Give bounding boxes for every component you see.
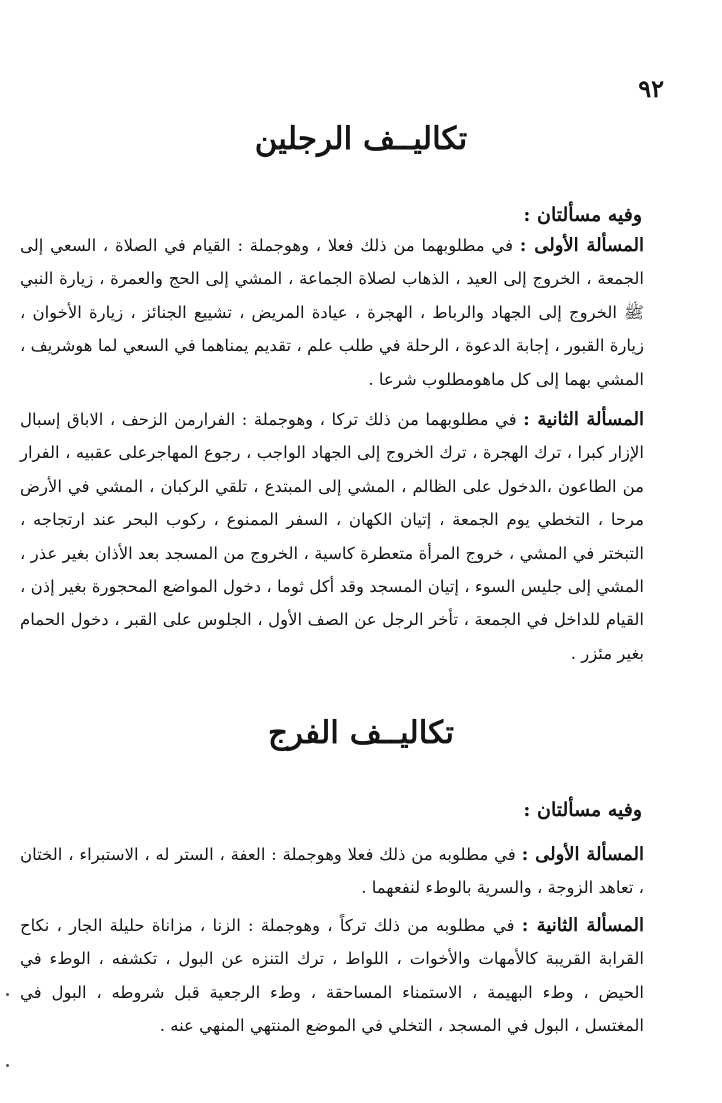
issue-heading: المسألة الأولى : (519, 235, 644, 256)
section-title-private-parts: تكاليــف الفرج (268, 715, 454, 751)
paragraph-private-second-issue (20, 909, 644, 1043)
page-number: ٩٢ (638, 74, 664, 103)
section-intro-private-parts: وفيه مسألتان : (523, 799, 642, 821)
margin-speck (6, 1064, 9, 1067)
section-intro-legs: وفيه مسألتان : (523, 204, 642, 226)
paragraph-legs-first-issue (20, 229, 644, 396)
issue-heading: المسألة الثانية : (523, 409, 644, 430)
issue-text: في مطلوبهما من ذلك فعلا ، وهوجملة : القيام في الصلاة ، السعي إلى الجمعة ، الخروج إلى العيد ، الذهاب لصلاة الجماعة ، المشي إلى الحج والعمرة ، زيارة النبي ﷺ الخروج إلى الجهاد والرباط ، الهجرة ، عيادة المريض ، تشييع الجنائز ، زيارة الأخوان ، زيارة القبور ، إجابة الدعوة ، الرحلة في طلب علم ، تقديم يمناهما في السعي لما هوشريف ، المشي بهما إلى كل ماهومطلوب شرعا . (20, 236, 644, 389)
issue-text: في مطلوبهما من ذلك تركا ، وهوجملة : الفرارمن الزحف ، الاباق إسبال الإزار كبرا ، ترك الهجرة ، ترك الخروج إلى الجهاد الواجب ، رجوع المهاجرعلى عقبيه ، الفرار من الطاعون ،الدخول على الظالم ، المشي إلى المبتدع ، تلقي الركبان ، المشي في الأرض مرحا ، التخطي يوم الجمعة ، إتيان الكهان ، السفر الممنوع ، ركوب البحر عند ارتجاجه ، التبختر في المشي ، خروج المرأة متعطرة كاسية ، الخروج من المسجد بعد الأذان بغير عذر ، المشي إلى جليس السوء ، إتيان المسجد وقد أكل ثوما ، دخول المواضع المحجورة بغير إذن ، القيام للداخل في الجمعة ، تأخر الرجل عن الصف الأول ، الجلوس على القبر ، دخول الحمام بغير مئزر . (20, 410, 644, 663)
issue-text: في مطلوبه من ذلك تركاً ، وهوجملة : الزنا ، مزاناة حليلة الجار ، نكاح القرابة القريبة كالأمهات والأخوات ، اللواط ، ترك التنزه عن البول ، تكشفه ، الوطء في الحيض ، وطء البهيمة ، الاستمناء المساحقة ، وطء الرجعية قبل شروطه ، البول في المغتسل ، البول في المسجد ، التخلي في الموضع المنتهي المنهي عنه . (20, 916, 644, 1036)
issue-heading: المسألة الثانية : (521, 915, 644, 936)
margin-speck (6, 993, 9, 996)
issue-text: في مطلوبه من ذلك فعلا وهوجملة : العفة ، الستر له ، الاستبراء ، الختان ، تعاهد الزوجة ، والسرية بالوطء لنفعهما . (20, 845, 644, 898)
paragraph-legs-second-issue (20, 403, 644, 670)
section-title-legs: تكاليــف الرجلين (254, 121, 468, 157)
paragraph-private-first-issue (20, 838, 644, 905)
issue-heading: المسألة الأولى : (521, 844, 644, 865)
